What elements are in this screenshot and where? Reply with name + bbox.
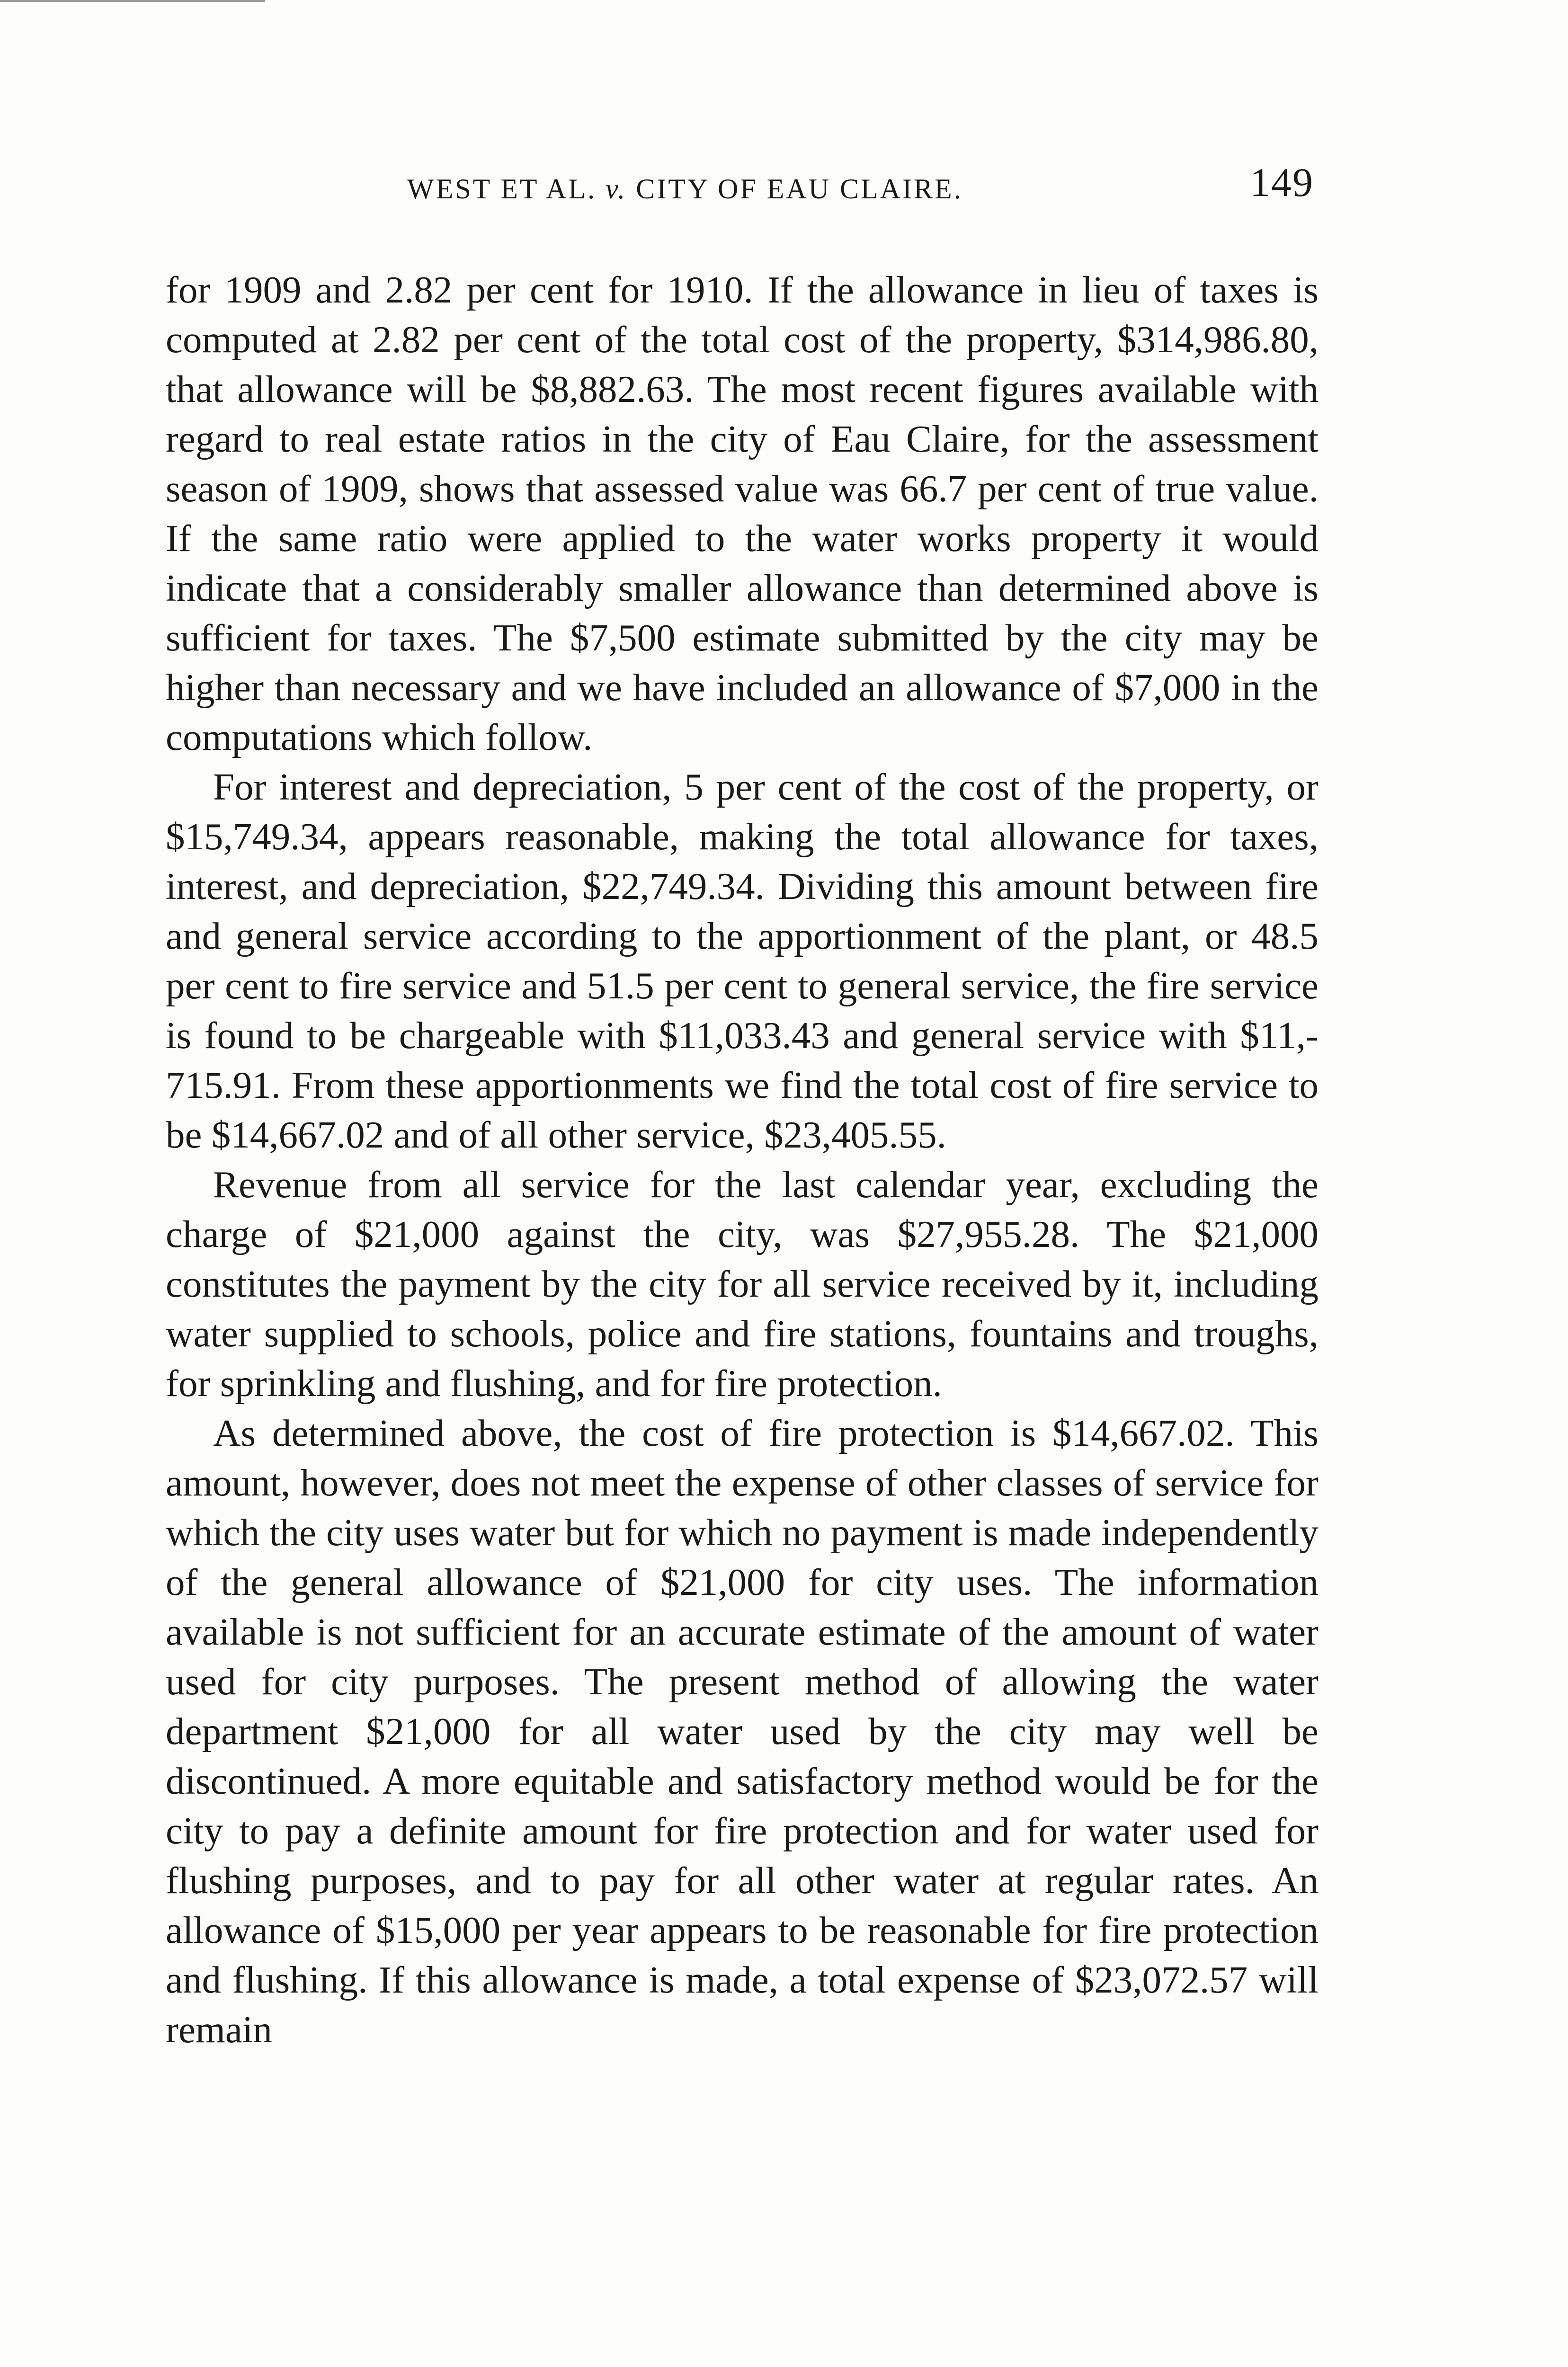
paragraph-interest-depreciation: For interest and depreciation, 5 per cent of the cost of the property, or $15,749.34, appears reasonable, making the total allowance for taxes, interest, and depreciation, $22,749.34. Dividing this amount between fire and general service according to the apportionment of the plant, or 48.5 per cent to fire service and 51.5 per cent to general service, the fire service is found to be chargeable with $11,033.43 and general service with $11,715.91. From these apportionments we find the total cost of fire service to be $14,667.02 and of all other service, $23,405.55. (166, 765, 1319, 1156)
running-header (407, 173, 1297, 205)
paragraph-fire-protection: As determined above, the cost of fire protection is $14,667.02. This amount, however, does not meet the expense of other classes of service for which the city uses water but for which no payment is made independently of the general allowance of $21,000 for city uses. The information available is not sufficient for an accurate estimate of the amount of water used for city purposes. The present method of allowing the water department $21,000 for all water used by the city may well be discontinued. A more equitable and satisfactory method would be for the city to pay a definite amount for fire protection and for water used for flushing purposes, and to pay for all other water at regular rates. An allowance of $15,000 per year appears to be reasonable for fire protection and flushing. If this allowance is made, a total expense of $23,072.57 will remain (166, 1412, 1319, 2051)
running-title-versus: v. (606, 173, 627, 205)
running-title-suffix: CITY OF EAU CLAIRE. (627, 173, 963, 205)
paragraph-continuation: for 1909 and 2.82 per cent for 1910. If the allowance in lieu of taxes is computed at 2.82 per cent of the total cost of the property, $314,986.80, that allowance will be $8,882.63. The most recent figures available with regard to real estate ratios in the city of Eau Claire, for the assessment season of 1909, shows that assessed value was 66.7 per cent of true value. If the same ratio were applied to the water works property it would indicate that a considerably smaller allowance than determined above is sufficient for taxes. The $7,500 estimate submitted by the city may be higher than necessary and we have included an allowance of $7,000 in the computations which follow. (166, 268, 1319, 758)
body-text (166, 265, 1319, 2055)
scan-edge-rule (0, 0, 265, 2)
page-number: 149 (1250, 160, 1314, 205)
paragraph-revenue: Revenue from all service for the last calendar year, excluding the charge of $21,000 against the city, was $27,955.28. The $21,000 constitutes the payment by the city for all service received by it, including water supplied to schools, police and fire stations, fountains and troughs, for sprinkling and flushing, and for fire protection. (166, 1163, 1319, 1405)
running-title-prefix: WEST ET AL. (407, 173, 606, 205)
